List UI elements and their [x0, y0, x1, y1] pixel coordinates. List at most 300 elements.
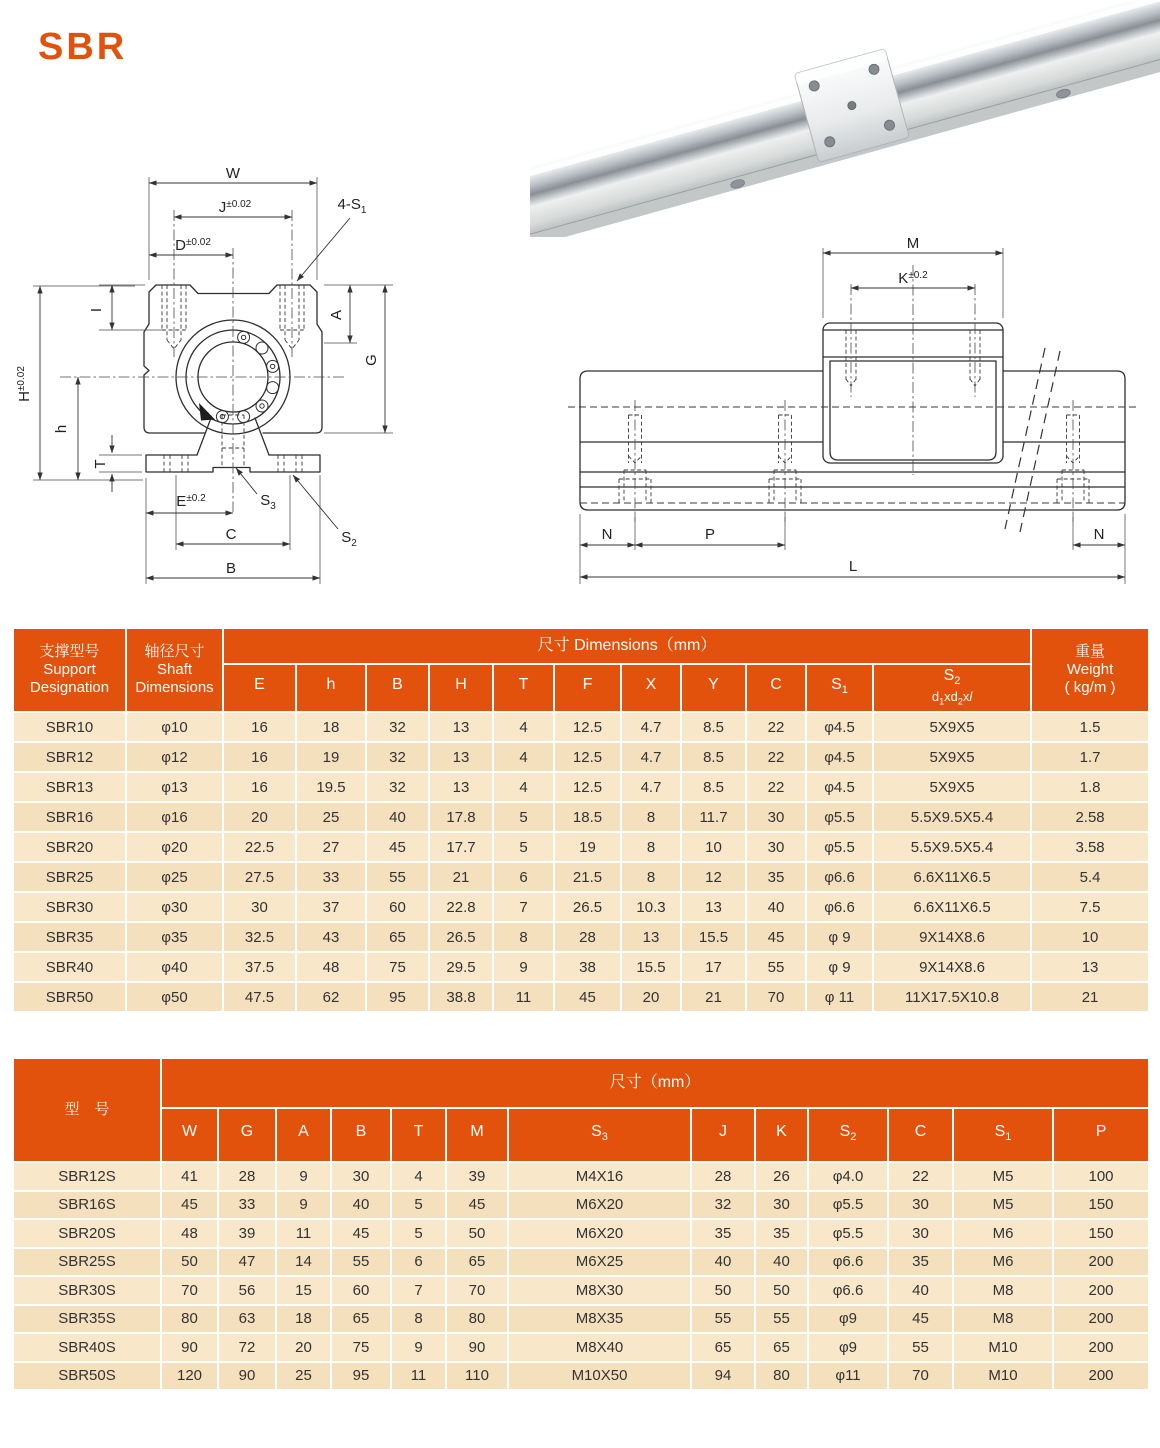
- table-cell: 50: [446, 1219, 508, 1248]
- table-cell: 95: [366, 982, 429, 1012]
- dim-label-L: L: [848, 558, 858, 575]
- table-cell: 9: [391, 1333, 446, 1362]
- table-cell: SBR25S: [13, 1248, 161, 1277]
- table-cell: 9X14X8.6: [873, 922, 1031, 952]
- dim-label-K: $K^{\pm 0.2}$: [898, 270, 928, 287]
- table-cell: 22: [746, 772, 806, 802]
- table-cell: M4X16: [508, 1162, 691, 1191]
- table-cell: 13: [621, 922, 681, 952]
- table-cell: 13: [429, 712, 493, 742]
- table-cell: 11: [391, 1362, 446, 1391]
- table-cell: φ6.6: [808, 1276, 888, 1305]
- col-header-K: K: [755, 1108, 808, 1162]
- table-cell: 50: [161, 1248, 218, 1277]
- table-cell: φ5.5: [808, 1219, 888, 1248]
- table-cell: 150: [1053, 1219, 1149, 1248]
- table-cell: 4.7: [621, 712, 681, 742]
- table-cell: φ 11: [806, 982, 873, 1012]
- table-cell: 29.5: [429, 952, 493, 982]
- table-cell: 21: [681, 982, 746, 1012]
- extension-lines: [33, 177, 393, 584]
- table-row: [13, 772, 1149, 802]
- table-cell: 15.5: [681, 922, 746, 952]
- table-cell: 200: [1053, 1333, 1149, 1362]
- table-cell: 45: [446, 1191, 508, 1220]
- table-row: [13, 952, 1149, 982]
- header-weight: 重量 Weight ( kg/m ): [1031, 628, 1149, 712]
- table-cell: φ 9: [806, 952, 873, 982]
- table-cell: 5: [391, 1191, 446, 1220]
- table-cell: 22: [746, 742, 806, 772]
- table-cell: φ9: [808, 1305, 888, 1334]
- table-cell: 55: [366, 862, 429, 892]
- table-cell: 32: [691, 1191, 755, 1220]
- sbr-s-models-table: [12, 1057, 1150, 1391]
- table-cell: 13: [681, 892, 746, 922]
- col-header-C: C: [888, 1108, 953, 1162]
- table-cell: M5: [953, 1162, 1053, 1191]
- table-cell: 56: [218, 1276, 276, 1305]
- table-cell: 6: [391, 1248, 446, 1277]
- table-cell: SBR40S: [13, 1333, 161, 1362]
- table-cell: 45: [331, 1219, 391, 1248]
- table-cell: 10: [681, 832, 746, 862]
- dim-label-C: C: [225, 526, 237, 543]
- table-row: [13, 742, 1149, 772]
- table-cell: 1.5: [1031, 712, 1149, 742]
- table-cell: 35: [691, 1219, 755, 1248]
- col-header-B: B: [331, 1108, 391, 1162]
- table-row: [13, 1276, 1149, 1305]
- table-cell: M6X20: [508, 1191, 691, 1220]
- hidden-edges: [568, 407, 1140, 503]
- table-cell: 9: [276, 1191, 331, 1220]
- break-lines: [1005, 348, 1060, 532]
- table-cell: 38: [554, 952, 621, 982]
- table-cell: 70: [161, 1276, 218, 1305]
- table-cell: 5.4: [1031, 862, 1149, 892]
- table-cell: 32: [366, 742, 429, 772]
- table-cell: 48: [296, 952, 366, 982]
- table-cell: 27.5: [223, 862, 296, 892]
- table-cell: 21: [429, 862, 493, 892]
- table-cell: 17: [681, 952, 746, 982]
- table-cell: 25: [296, 802, 366, 832]
- table-cell: 8: [493, 922, 554, 952]
- table-cell: 40: [691, 1248, 755, 1277]
- rail-assembly: [530, 2, 1160, 237]
- table-cell: M5: [953, 1191, 1053, 1220]
- table-cell: 17.8: [429, 802, 493, 832]
- table-cell: SBR12S: [13, 1162, 161, 1191]
- col-header-E: E: [223, 664, 296, 712]
- table-cell: 90: [161, 1333, 218, 1362]
- table-cell: 10: [1031, 922, 1149, 952]
- table-cell: M6: [953, 1248, 1053, 1277]
- table-cell: 27: [296, 832, 366, 862]
- table-row: [13, 922, 1149, 952]
- table-cell: 95: [331, 1362, 391, 1391]
- table-cell: SBR16: [13, 802, 126, 832]
- table-cell: φ5.5: [806, 832, 873, 862]
- table-cell: 45: [554, 982, 621, 1012]
- table-cell: φ40: [126, 952, 223, 982]
- dim-label-W: W: [225, 165, 241, 182]
- col-header-S1: $S_1$: [806, 664, 873, 712]
- table-cell: 30: [755, 1191, 808, 1220]
- table-cell: φ4.0: [808, 1162, 888, 1191]
- table-cell: 35: [755, 1219, 808, 1248]
- table-cell: 26.5: [429, 922, 493, 952]
- table-cell: M8: [953, 1305, 1053, 1334]
- table-cell: SBR20: [13, 832, 126, 862]
- col-header-S1: $S_1$: [953, 1108, 1053, 1162]
- table-cell: 41: [161, 1162, 218, 1191]
- table-cell: SBR30: [13, 892, 126, 922]
- table-cell: 38.8: [429, 982, 493, 1012]
- table-cell: 75: [366, 952, 429, 982]
- dim-label-M: M: [906, 235, 920, 252]
- table-cell: 17.7: [429, 832, 493, 862]
- table-cell: 47: [218, 1248, 276, 1277]
- table-cell: 200: [1053, 1305, 1149, 1334]
- table-cell: 70: [888, 1362, 953, 1391]
- header-support-designation: 支撑型号 Support Designation: [13, 628, 126, 712]
- table-cell: 150: [1053, 1191, 1149, 1220]
- table-cell: 5.5X9.5X5.4: [873, 802, 1031, 832]
- dim-label-D: $D^{\pm 0.02}$: [175, 237, 211, 254]
- table-cell: φ30: [126, 892, 223, 922]
- table-cell: φ4.5: [806, 772, 873, 802]
- dim-label-N-left: N: [601, 526, 613, 543]
- table-cell: 19.5: [296, 772, 366, 802]
- table-cell: 16: [223, 772, 296, 802]
- table-cell: 15.5: [621, 952, 681, 982]
- table-cell: 14: [276, 1248, 331, 1277]
- table-row: [13, 1191, 1149, 1220]
- table-cell: 1.8: [1031, 772, 1149, 802]
- table-cell: 11: [493, 982, 554, 1012]
- col-header-S2: $S_2$: [808, 1108, 888, 1162]
- table-cell: 4: [493, 712, 554, 742]
- table-cell: M8X30: [508, 1276, 691, 1305]
- col-header-C: C: [746, 664, 806, 712]
- table-cell: 8.5: [681, 712, 746, 742]
- table-cell: 19: [554, 832, 621, 862]
- table-cell: 4: [493, 742, 554, 772]
- table-cell: φ6.6: [808, 1248, 888, 1277]
- table-cell: 39: [446, 1162, 508, 1191]
- table-cell: 3.58: [1031, 832, 1149, 862]
- table-cell: 55: [888, 1333, 953, 1362]
- table-cell: 200: [1053, 1276, 1149, 1305]
- table-cell: 8.5: [681, 772, 746, 802]
- table-row: [13, 982, 1149, 1012]
- table-cell: 11.7: [681, 802, 746, 832]
- table-cell: 12: [681, 862, 746, 892]
- table-cell: 70: [446, 1276, 508, 1305]
- table1-body: [13, 712, 1149, 1012]
- table-cell: φ6.6: [806, 862, 873, 892]
- table-cell: 30: [746, 802, 806, 832]
- table-cell: SBR35S: [13, 1305, 161, 1334]
- table-cell: 200: [1053, 1362, 1149, 1391]
- table-row: [13, 1305, 1149, 1334]
- table-cell: 5: [493, 802, 554, 832]
- header-dimensions-band: 尺寸 Dimensions（mm）: [223, 628, 1031, 664]
- table-cell: 90: [446, 1333, 508, 1362]
- table-cell: SBR16S: [13, 1191, 161, 1220]
- header-model: 型 号: [13, 1058, 161, 1162]
- table-cell: 22.8: [429, 892, 493, 922]
- table-row: [13, 712, 1149, 742]
- table-cell: 55: [746, 952, 806, 982]
- col-header-W: W: [161, 1108, 218, 1162]
- table-cell: SBR13: [13, 772, 126, 802]
- table-cell: 13: [429, 742, 493, 772]
- table-cell: 32: [366, 712, 429, 742]
- table-row: [13, 802, 1149, 832]
- dim-label-S2: $S_2$: [341, 529, 357, 549]
- table-cell: 20: [276, 1333, 331, 1362]
- table-cell: φ4.5: [806, 712, 873, 742]
- table-cell: 55: [331, 1248, 391, 1277]
- dim-label-P: P: [704, 526, 716, 543]
- col-header-h: h: [296, 664, 366, 712]
- table-cell: 94: [691, 1362, 755, 1391]
- table-cell: 26: [755, 1162, 808, 1191]
- table-cell: 40: [755, 1248, 808, 1277]
- table-cell: 4.7: [621, 742, 681, 772]
- table-cell: φ9: [808, 1333, 888, 1362]
- table-row: [13, 892, 1149, 922]
- table-cell: φ11: [808, 1362, 888, 1391]
- table-cell: M6X20: [508, 1219, 691, 1248]
- table-cell: φ20: [126, 832, 223, 862]
- table-cell: 30: [223, 892, 296, 922]
- dim-label-A: A: [328, 309, 345, 321]
- table-cell: 65: [446, 1248, 508, 1277]
- col-header-T: T: [493, 664, 554, 712]
- table-cell: 12.5: [554, 772, 621, 802]
- table-cell: 43: [296, 922, 366, 952]
- table-cell: φ5.5: [806, 802, 873, 832]
- table-cell: SBR10: [13, 712, 126, 742]
- table-cell: 9: [276, 1162, 331, 1191]
- table-cell: 6.6X11X6.5: [873, 862, 1031, 892]
- table-cell: 45: [161, 1191, 218, 1220]
- table-row: [13, 1162, 1149, 1191]
- col-header-H: H: [429, 664, 493, 712]
- centerlines: [635, 265, 1073, 522]
- table-cell: 11X17.5X10.8: [873, 982, 1031, 1012]
- table-cell: 5.5X9.5X5.4: [873, 832, 1031, 862]
- table-cell: 100: [1053, 1162, 1149, 1191]
- table-cell: 65: [755, 1333, 808, 1362]
- table-cell: φ5.5: [808, 1191, 888, 1220]
- table-cell: 200: [1053, 1248, 1149, 1277]
- product-photo-linear-rail: [530, 2, 1160, 237]
- col-header-G: G: [218, 1108, 276, 1162]
- col-header-M: M: [446, 1108, 508, 1162]
- table-cell: 11: [276, 1219, 331, 1248]
- table-cell: 70: [746, 982, 806, 1012]
- table-cell: 9: [493, 952, 554, 982]
- table-cell: 40: [331, 1191, 391, 1220]
- dim-label-N-right: N: [1093, 526, 1105, 543]
- table-cell: 28: [691, 1162, 755, 1191]
- table-cell: 28: [554, 922, 621, 952]
- table-cell: 22: [746, 712, 806, 742]
- table-cell: 8: [621, 802, 681, 832]
- table-row: [13, 862, 1149, 892]
- table-cell: 16: [223, 712, 296, 742]
- dim-label-S3: $S_3$: [260, 492, 276, 512]
- table-cell: SBR12: [13, 742, 126, 772]
- table-cell: 37: [296, 892, 366, 922]
- table-cell: 40: [888, 1276, 953, 1305]
- table-cell: M6: [953, 1219, 1053, 1248]
- table-cell: 15: [276, 1276, 331, 1305]
- table-cell: M8: [953, 1276, 1053, 1305]
- table-cell: 35: [888, 1248, 953, 1277]
- dim-label-h: h: [53, 424, 70, 434]
- table-cell: 13: [429, 772, 493, 802]
- table-cell: 20: [621, 982, 681, 1012]
- col-header-X: X: [621, 664, 681, 712]
- col-header-F: F: [554, 664, 621, 712]
- table-cell: φ6.6: [806, 892, 873, 922]
- table-cell: 2.58: [1031, 802, 1149, 832]
- table1-header: [13, 628, 1149, 712]
- table-cell: 72: [218, 1333, 276, 1362]
- table-cell: 8: [391, 1305, 446, 1334]
- table-cell: 30: [746, 832, 806, 862]
- table-cell: 39: [218, 1219, 276, 1248]
- dim-label-G: G: [363, 354, 380, 366]
- col-header-P: P: [1053, 1108, 1149, 1162]
- table-cell: 16: [223, 742, 296, 772]
- table-cell: 1.7: [1031, 742, 1149, 772]
- table-cell: 33: [296, 862, 366, 892]
- table-cell: 21.5: [554, 862, 621, 892]
- front-view-drawing: [5, 152, 430, 614]
- table2-header: [13, 1058, 1149, 1162]
- table-row: [13, 1333, 1149, 1362]
- table-cell: SBR50: [13, 982, 126, 1012]
- table-cell: 80: [161, 1305, 218, 1334]
- table-cell: 4.7: [621, 772, 681, 802]
- table-cell: 25: [276, 1362, 331, 1391]
- table-cell: 4: [493, 772, 554, 802]
- dim-label-H: $H^{\pm 0.02}$: [16, 366, 33, 402]
- table-cell: SBR40: [13, 952, 126, 982]
- table-row: [13, 1362, 1149, 1391]
- table-cell: 13: [1031, 952, 1149, 982]
- table-cell: 63: [218, 1305, 276, 1334]
- table-cell: 5: [391, 1219, 446, 1248]
- table-cell: 65: [331, 1305, 391, 1334]
- dim-label-I: I: [88, 307, 105, 313]
- table-cell: 28: [218, 1162, 276, 1191]
- table-cell: SBR20S: [13, 1219, 161, 1248]
- table-cell: φ12: [126, 742, 223, 772]
- header-shaft-dimensions: 轴径尺寸 Shaft Dimensions: [126, 628, 223, 712]
- table-cell: 40: [746, 892, 806, 922]
- table-cell: 5X9X5: [873, 742, 1031, 772]
- table-cell: 4: [391, 1162, 446, 1191]
- table-cell: 5X9X5: [873, 772, 1031, 802]
- table-cell: M6X25: [508, 1248, 691, 1277]
- table-cell: 7: [391, 1276, 446, 1305]
- table-cell: 80: [446, 1305, 508, 1334]
- table-cell: 30: [888, 1191, 953, 1220]
- table-cell: 32.5: [223, 922, 296, 952]
- rail-outline: [580, 323, 1125, 510]
- table-cell: 9X14X8.6: [873, 952, 1031, 982]
- dim-label-B: B: [225, 560, 237, 577]
- table-cell: SBR30S: [13, 1276, 161, 1305]
- table-cell: 8: [621, 862, 681, 892]
- table-cell: 7: [493, 892, 554, 922]
- table-cell: 18: [276, 1305, 331, 1334]
- table-row: [13, 832, 1149, 862]
- table-cell: φ16: [126, 802, 223, 832]
- table-cell: 40: [366, 802, 429, 832]
- header-dimensions-band: 尺寸（mm）: [161, 1058, 1149, 1108]
- support-rail-dimensions-table: [12, 627, 1150, 1013]
- dimension-lines: [40, 183, 385, 578]
- table-cell: 60: [331, 1276, 391, 1305]
- table2-body: [13, 1162, 1149, 1390]
- table-cell: φ4.5: [806, 742, 873, 772]
- table-cell: 5: [493, 832, 554, 862]
- dim-label-T: T: [92, 459, 109, 469]
- col-header-S3: $S_3$: [508, 1108, 691, 1162]
- table-cell: SBR35: [13, 922, 126, 952]
- table-cell: 45: [366, 832, 429, 862]
- table-cell: 32: [366, 772, 429, 802]
- table-cell: 12.5: [554, 712, 621, 742]
- table-cell: M10: [953, 1362, 1053, 1391]
- table-row: [13, 1219, 1149, 1248]
- dim-label-4-S1: $4-S_1$: [337, 196, 367, 216]
- table-cell: 50: [755, 1276, 808, 1305]
- table-cell: 22: [888, 1162, 953, 1191]
- table-cell: φ35: [126, 922, 223, 952]
- table-cell: φ25: [126, 862, 223, 892]
- col-header-Y: Y: [681, 664, 746, 712]
- table-cell: 22.5: [223, 832, 296, 862]
- table-cell: 18.5: [554, 802, 621, 832]
- table-cell: 110: [446, 1362, 508, 1391]
- table-cell: SBR50S: [13, 1362, 161, 1391]
- table-cell: SBR25: [13, 862, 126, 892]
- table-cell: φ13: [126, 772, 223, 802]
- table-cell: 8: [621, 832, 681, 862]
- table-cell: 18: [296, 712, 366, 742]
- rail-mount-holes: [619, 330, 1089, 503]
- table-cell: 8.5: [681, 742, 746, 772]
- side-view-drawing: [548, 232, 1160, 600]
- table-cell: φ50: [126, 982, 223, 1012]
- table-cell: φ 9: [806, 922, 873, 952]
- table-cell: 75: [331, 1333, 391, 1362]
- page-title: SBR: [38, 26, 128, 68]
- table-cell: 62: [296, 982, 366, 1012]
- col-header-J: J: [691, 1108, 755, 1162]
- table-cell: 65: [691, 1333, 755, 1362]
